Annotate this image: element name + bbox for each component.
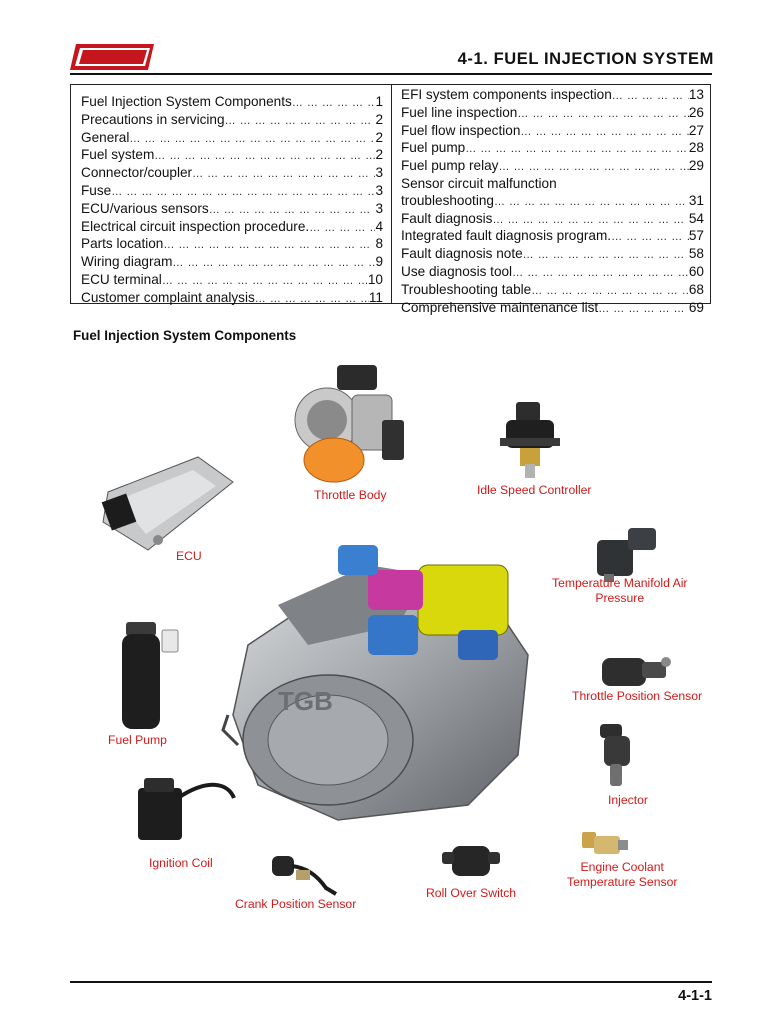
table-of-contents	[70, 84, 711, 315]
toc-entry	[401, 193, 704, 211]
toc-leader-dots	[225, 113, 376, 130]
toc-entry	[81, 254, 383, 272]
toc-entry	[401, 176, 704, 193]
toc-entry-label: Connector/coupler	[81, 165, 193, 181]
toc-entry-label: Precautions in servicing	[81, 111, 225, 127]
toc-leader-dots	[163, 237, 375, 254]
toc-leader-dots	[611, 229, 689, 246]
toc-entry-page: 60	[688, 263, 704, 279]
engine-illustration	[218, 535, 558, 825]
toc-entry-page: 27	[688, 122, 704, 138]
toc-entry	[401, 105, 704, 123]
toc-entry-page: 69	[688, 299, 704, 315]
toc-leader-dots	[292, 95, 376, 112]
label-roll-over-switch: Roll Over Switch	[426, 886, 517, 900]
toc-column-divider	[391, 85, 392, 303]
crank-position-sensor-image	[266, 848, 342, 900]
toc-leader-dots	[512, 265, 689, 282]
toc-leader-dots	[598, 301, 689, 318]
toc-entry	[401, 87, 704, 105]
toc-entry	[81, 183, 383, 201]
toc-entry-label: Fuel pump relay	[401, 158, 499, 174]
toc-entry-page: 54	[688, 210, 704, 226]
toc-entry-label: Comprehensive maintenance list	[401, 299, 599, 315]
components-heading: Fuel Injection System Components	[73, 328, 297, 343]
label-ect-line1: Engine Coolant	[580, 860, 664, 874]
label-tmap-sensor	[552, 576, 687, 606]
label-throttle-body: Throttle Body	[314, 488, 387, 502]
toc-entry	[81, 236, 383, 254]
toc-entry-label: Use diagnosis tool	[401, 263, 513, 279]
toc-entry-label: Fuel flow inspection	[401, 122, 521, 138]
tgb-logo	[70, 40, 156, 74]
toc-entry	[401, 246, 704, 264]
injector-image	[596, 718, 638, 790]
label-idle-speed-controller: Idle Speed Controller	[477, 483, 592, 497]
toc-entry-label: ECU terminal	[81, 271, 162, 287]
toc-entry-label: Wiring diagram	[81, 254, 173, 270]
toc-leader-dots	[111, 184, 375, 201]
throttle-position-sensor-image	[598, 650, 674, 692]
toc-entry-label: Electrical circuit inspection procedure.	[81, 218, 310, 234]
roll-over-switch-image	[438, 838, 506, 882]
ignition-coil-image	[128, 768, 238, 850]
toc-entry	[81, 147, 383, 165]
label-ect-line2: Temperature Sensor	[567, 875, 678, 889]
toc-leader-dots	[520, 124, 688, 141]
label-ect-sensor	[567, 860, 677, 890]
toc-entry-label: EFI system components inspection	[401, 87, 612, 102]
toc-entry-page: 3	[375, 182, 383, 198]
toc-entry-page: 3	[375, 200, 383, 216]
toc-entry-label: Fault diagnosis note	[401, 246, 523, 262]
toc-entry-label: Troubleshooting table	[401, 281, 532, 297]
header-rule	[70, 73, 712, 75]
section-title: 4-1. FUEL INJECTION SYSTEM	[457, 50, 714, 68]
toc-entry-page: 8	[375, 236, 383, 252]
ect-sensor-image	[578, 828, 632, 862]
toc-entry-label: Sensor circuit malfunction	[401, 175, 557, 191]
toc-leader-dots	[517, 106, 689, 123]
toc-leader-dots	[162, 273, 368, 290]
toc-leader-dots	[129, 131, 375, 148]
toc-entry-page: 2	[375, 147, 383, 163]
toc-entry-label: Fuse	[81, 182, 112, 198]
toc-entry-page: 10	[367, 271, 383, 287]
toc-entry	[81, 165, 383, 183]
toc-entry-label: ECU/various sensors	[81, 200, 209, 216]
toc-leader-dots	[492, 212, 688, 229]
toc-entry-page: 31	[688, 192, 704, 208]
toc-entry-label: Fuel system	[81, 147, 155, 163]
footer-rule	[70, 981, 712, 983]
toc-leader-dots	[531, 283, 689, 300]
toc-leader-dots	[154, 148, 375, 165]
toc-leader-dots	[523, 247, 689, 264]
toc-entry-label: Fuel Injection System Components	[81, 94, 292, 109]
toc-entry	[401, 158, 704, 176]
toc-leader-dots	[172, 255, 375, 272]
toc-leader-dots	[494, 194, 689, 211]
label-fuel-pump: Fuel Pump	[108, 733, 167, 747]
idle-speed-controller-image	[498, 398, 562, 482]
toc-left-column	[81, 94, 383, 308]
toc-leader-dots	[309, 220, 375, 237]
toc-entry-page: 9	[375, 254, 383, 270]
toc-right-column	[401, 87, 704, 317]
toc-entry-label: Fuel pump	[401, 140, 466, 156]
toc-entry	[81, 112, 383, 130]
tmap-sensor-image	[592, 522, 662, 584]
toc-entry	[401, 264, 704, 282]
toc-entry	[81, 219, 383, 237]
toc-entry-page: 13	[688, 87, 704, 102]
toc-entry	[81, 94, 383, 112]
toc-entry	[81, 290, 383, 308]
toc-entry-label: Fault diagnosis	[401, 210, 493, 226]
toc-leader-dots	[192, 166, 375, 183]
label-throttle-position-sensor: Throttle Position Sensor	[572, 689, 703, 703]
toc-entry	[401, 123, 704, 141]
label-injector: Injector	[608, 793, 648, 807]
fuel-pump-image	[112, 612, 184, 734]
toc-entry	[401, 228, 704, 246]
toc-entry	[81, 201, 383, 219]
label-ignition-coil: Ignition Coil	[149, 856, 213, 870]
label-crank-position-sensor: Crank Position Sensor	[235, 897, 357, 911]
toc-entry-label: Customer complaint analysis	[81, 289, 255, 305]
toc-leader-dots	[255, 291, 369, 308]
toc-entry-label: troubleshooting	[401, 192, 494, 208]
toc-entry-page: 1	[375, 94, 383, 109]
label-ecu: ECU	[176, 549, 202, 563]
label-tmap-line2: Pressure	[595, 591, 645, 605]
toc-entry-page: 28	[688, 140, 704, 156]
toc-entry-label: Fuel line inspection	[401, 104, 518, 120]
toc-entry-page: 26	[688, 104, 704, 120]
engine-cover-logo: TGB	[278, 686, 333, 716]
toc-leader-dots	[612, 88, 689, 105]
toc-entry-page: 57	[688, 228, 704, 244]
label-tmap-line1: Temperature Manifold Air	[552, 576, 688, 590]
toc-entry-page: 3	[375, 165, 383, 181]
toc-entry-page: 2	[375, 111, 383, 127]
toc-entry-page: 11	[368, 289, 383, 305]
toc-entry-page: 29	[688, 158, 704, 174]
ecu-image	[98, 452, 236, 560]
toc-entry-label: Integrated fault diagnosis program.	[401, 228, 612, 244]
throttle-body-image	[282, 360, 410, 488]
toc-entry-label: General	[81, 129, 130, 145]
toc-entry-page: 2	[375, 129, 383, 145]
toc-entry	[401, 140, 704, 158]
toc-entry-page: 68	[688, 281, 704, 297]
toc-leader-dots	[498, 159, 688, 176]
toc-entry-page: 58	[688, 246, 704, 262]
toc-entry-page: 4	[375, 218, 383, 234]
toc-leader-dots	[465, 141, 689, 158]
toc-entry	[81, 130, 383, 148]
toc-entry	[401, 300, 704, 318]
toc-entry	[401, 282, 704, 300]
toc-entry	[401, 211, 704, 229]
toc-leader-dots	[209, 202, 376, 219]
toc-entry-label: Parts location	[81, 236, 164, 252]
page-number: 4-1-1	[678, 988, 712, 1004]
toc-entry	[81, 272, 383, 290]
